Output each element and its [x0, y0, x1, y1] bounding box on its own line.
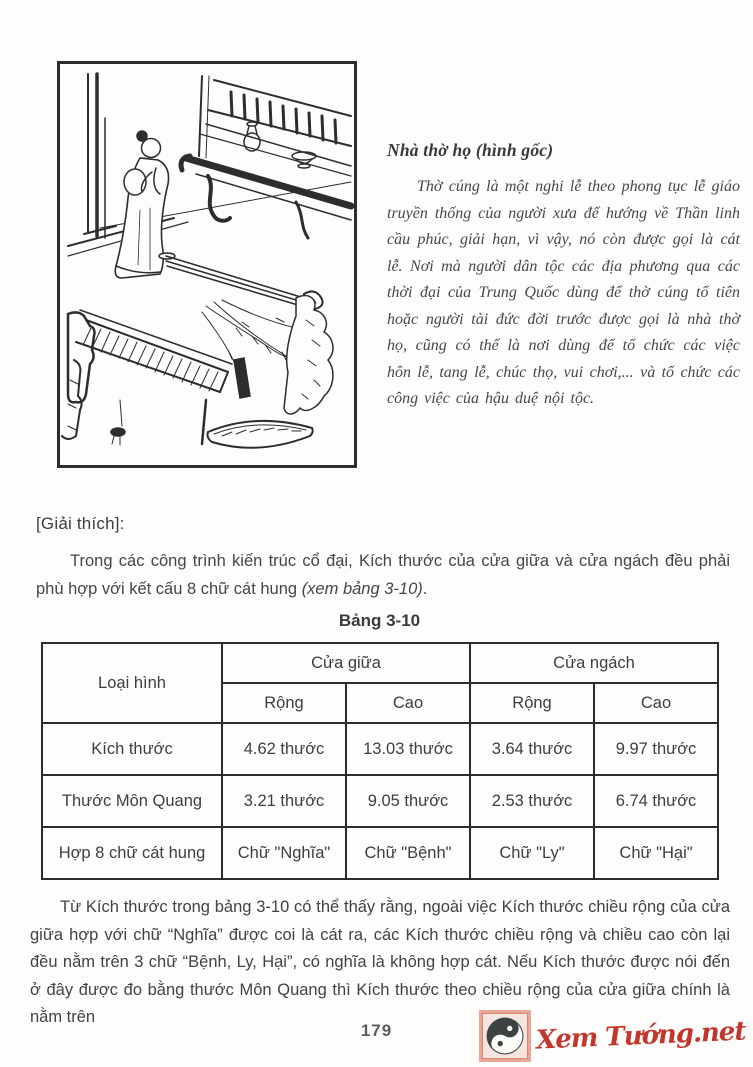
- basket: [208, 421, 313, 448]
- value-cell: 6.74 thước: [594, 775, 718, 827]
- group-header-cua-giua: Cửa giữa: [222, 643, 470, 683]
- figure-caption: [387, 140, 740, 413]
- value-cell: 9.97 thước: [594, 723, 718, 775]
- table-title: Bảng 3-10: [338, 611, 421, 630]
- explanation-heading: [Giải thích]:: [36, 514, 125, 533]
- sub-header-cell: Rộng: [222, 683, 346, 723]
- value-cell: 3.64 thước: [470, 723, 594, 775]
- value-cell: 4.62 thước: [222, 723, 346, 775]
- long-bench: [62, 310, 250, 445]
- table-row: [42, 723, 718, 775]
- corner-header-cell: Loại hình: [42, 643, 222, 723]
- caption-title: Nhà thờ họ (hình gốc): [387, 140, 554, 160]
- row-label-cell: Kích thước: [42, 723, 222, 775]
- group-header-cua-ngach: Cửa ngách: [470, 643, 718, 683]
- table-reference: (xem bảng 3-10): [301, 580, 423, 598]
- row-label-cell: Thước Môn Quang: [42, 775, 222, 827]
- table-row: [42, 827, 718, 879]
- rock: [284, 296, 333, 414]
- ancestral-hall-drawing: [56, 60, 358, 470]
- value-cell: Chữ "Bệnh": [346, 827, 470, 879]
- value-cell: Chữ "Hại": [594, 827, 718, 879]
- value-cell: Chữ "Nghĩa": [222, 827, 346, 879]
- value-cell: Chữ "Ly": [470, 827, 594, 879]
- sub-header-cell: Cao: [594, 683, 718, 723]
- intro-suffix: .: [422, 580, 428, 598]
- intro-text: Trong các công trình kiến trúc cổ đại, Kích thước của cửa giữa và cửa ngách đều phải phù hợp với kết cấu 8 chữ cát hung: [36, 552, 730, 598]
- dimensions-table: [41, 642, 719, 880]
- watermark-site-name[interactable]: Xem Tướng.net: [534, 1016, 746, 1056]
- watermark-logo[interactable]: [479, 1010, 749, 1062]
- value-cell: 13.03 thước: [346, 723, 470, 775]
- ancestral-hall-illustration: [56, 60, 358, 470]
- value-cell: 3.21 thước: [222, 775, 346, 827]
- value-cell: 9.05 thước: [346, 775, 470, 827]
- page-number: 179: [360, 1021, 393, 1040]
- caption-paragraph: Thờ cúng là một nghi lễ theo phong tục lễ giáo truyền thống của người xưa để hướng về Thần linh cầu phúc, giải hạn, vì vậy, nó còn được gọi là cát lễ. Nơi mà người dân tộc các địa phương qua các thời đại của Trung Quốc dùng để thờ cúng tổ tiên hoặc người tài đức đời trước được gọi là nhà thờ họ, cũng có thể là nơi dùng để tổ chức các việc hôn lễ, tang lễ, chúc thọ, vui chơi,... và tổ chức các công việc của hậu duệ nội tộc.: [387, 178, 740, 407]
- explanation-intro: [36, 547, 730, 603]
- value-cell: 2.53 thước: [470, 775, 594, 827]
- conclusion-paragraph: Từ Kích thước trong bảng 3-10 có thể thấy rằng, ngoài việc Kích thước chiều rộng của cửa giữa hợp với chữ “Nghĩa” được coi là cát ra, các Kích thước chiều rộng và chiều cao còn lại đều nằm trên 3 chữ “Bệnh, Ly, Hại”, có nghĩa là không hợp cát. Nếu Kích thước được nói đến ở đây được đo bằng thước Môn Quang thì Kích thước theo chiều rộng của cửa giữa chính là nằm trên: [30, 898, 730, 1026]
- sub-header-cell: Rộng: [470, 683, 594, 723]
- sub-header-cell: Cao: [346, 683, 470, 723]
- yin-yang-icon: [479, 1010, 531, 1062]
- row-label-cell: Hợp 8 chữ cát hung: [42, 827, 222, 879]
- table-row: [42, 775, 718, 827]
